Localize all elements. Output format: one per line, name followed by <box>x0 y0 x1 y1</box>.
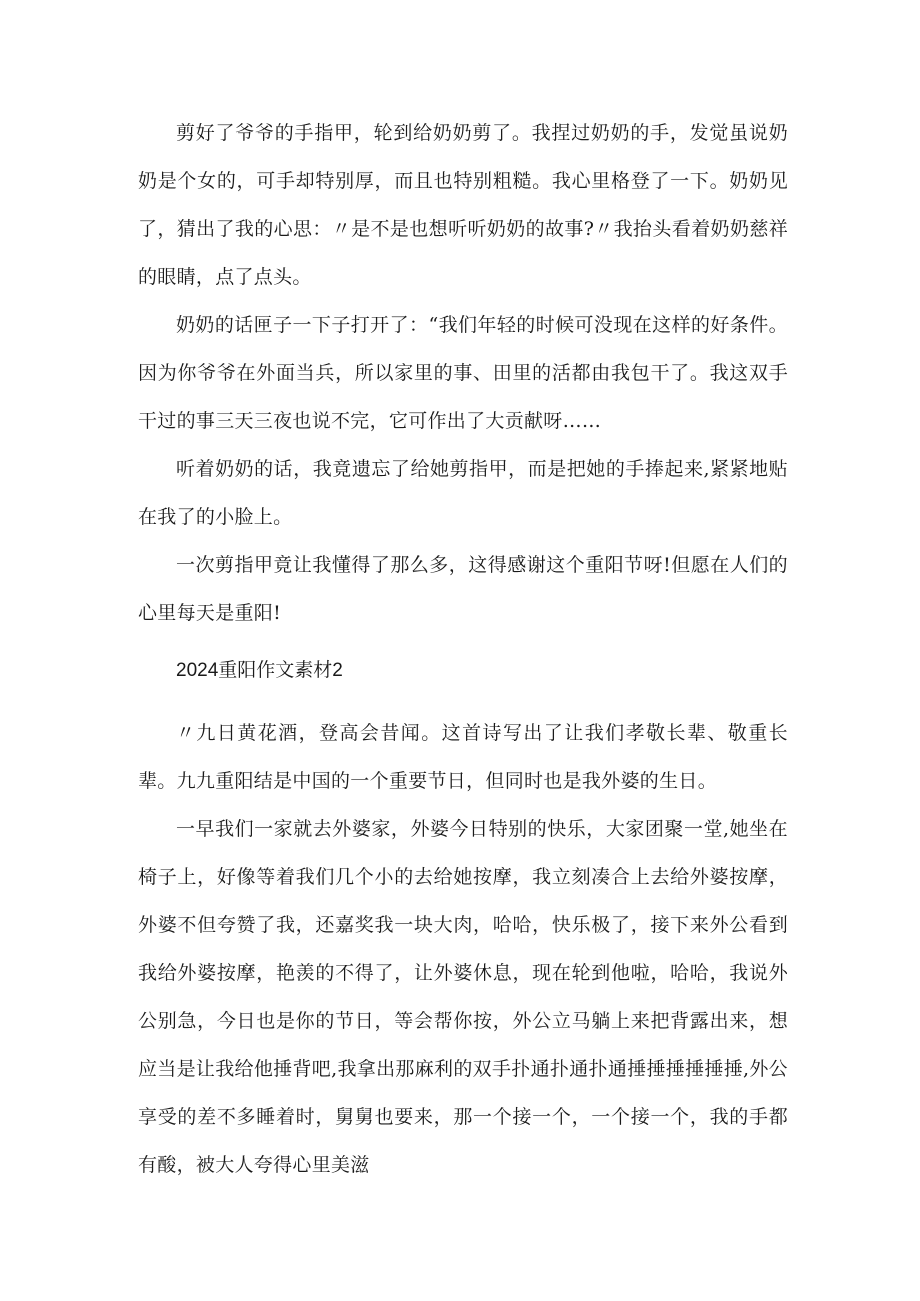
paragraph-massage-story: 一早我们一家就去外婆家，外婆今日特别的快乐，大家团聚一堂,她坐在椅子上，好像等着我们几个小的去给她按摩，我立刻凑合上去给外婆按摩，外婆不但夸赞了我，还嘉奖我一块大肉，哈哈，快乐极了，接下来外公看到我给外婆按摩，艳羡的不得了，让外婆休息，现在轮到他啦，哈哈，我说外公别急，今日也是你的节日，等会帮你按，外公立马躺上来把背露出来，想应当是让我给他捶背吧,我拿出那麻利的双手扑通扑通扑通捶捶捶捶捶捶,外公享受的差不多睡着时，舅舅也要来，那一个接一个，一个接一个，我的手都有酸，被大人夸得心里美滋 <box>138 818 788 1176</box>
paragraph-poem-intro: 〃九日黄花酒，登高会昔闻。这首诗写出了让我们孝敬长辈、敬重长辈。九九重阳结是中国的一个重要节日，但同时也是我外婆的生日。 <box>138 722 788 792</box>
paragraph-thanks-chongyang: 一次剪指甲竟让我懂得了那么多，这得感谢这个重阳节呀!但愿在人们的心里每天是重阳! <box>138 554 788 624</box>
paragraph-grandma-hands: 剪好了爷爷的手指甲，轮到给奶奶剪了。我捏过奶奶的手，发觉虽说奶奶是个女的，可手却特别厚，而且也特别粗糙。我心里格登了一下。奶奶见了，猜出了我的心思：〃是不是也想听听奶奶的故事?〃我抬头看着奶奶慈祥的眼睛，点了点头。 <box>138 122 788 288</box>
paragraph-grandma-story: 奶奶的话匣子一下子打开了：“我们年轻的时候可没现在这样的好条件。因为你爷爷在外面当兵，所以家里的事、田里的活都由我包干了。我这双手干过的事三天三夜也说不完，它可作出了大贡献呀…… <box>138 314 788 432</box>
paragraph-hold-hands: 听着奶奶的话，我竟遗忘了给她剪指甲，而是把她的手捧起来,紧紧地贴在我了的小脸上。 <box>138 458 788 528</box>
section-heading: 2024重阳作文素材2 <box>176 660 343 681</box>
